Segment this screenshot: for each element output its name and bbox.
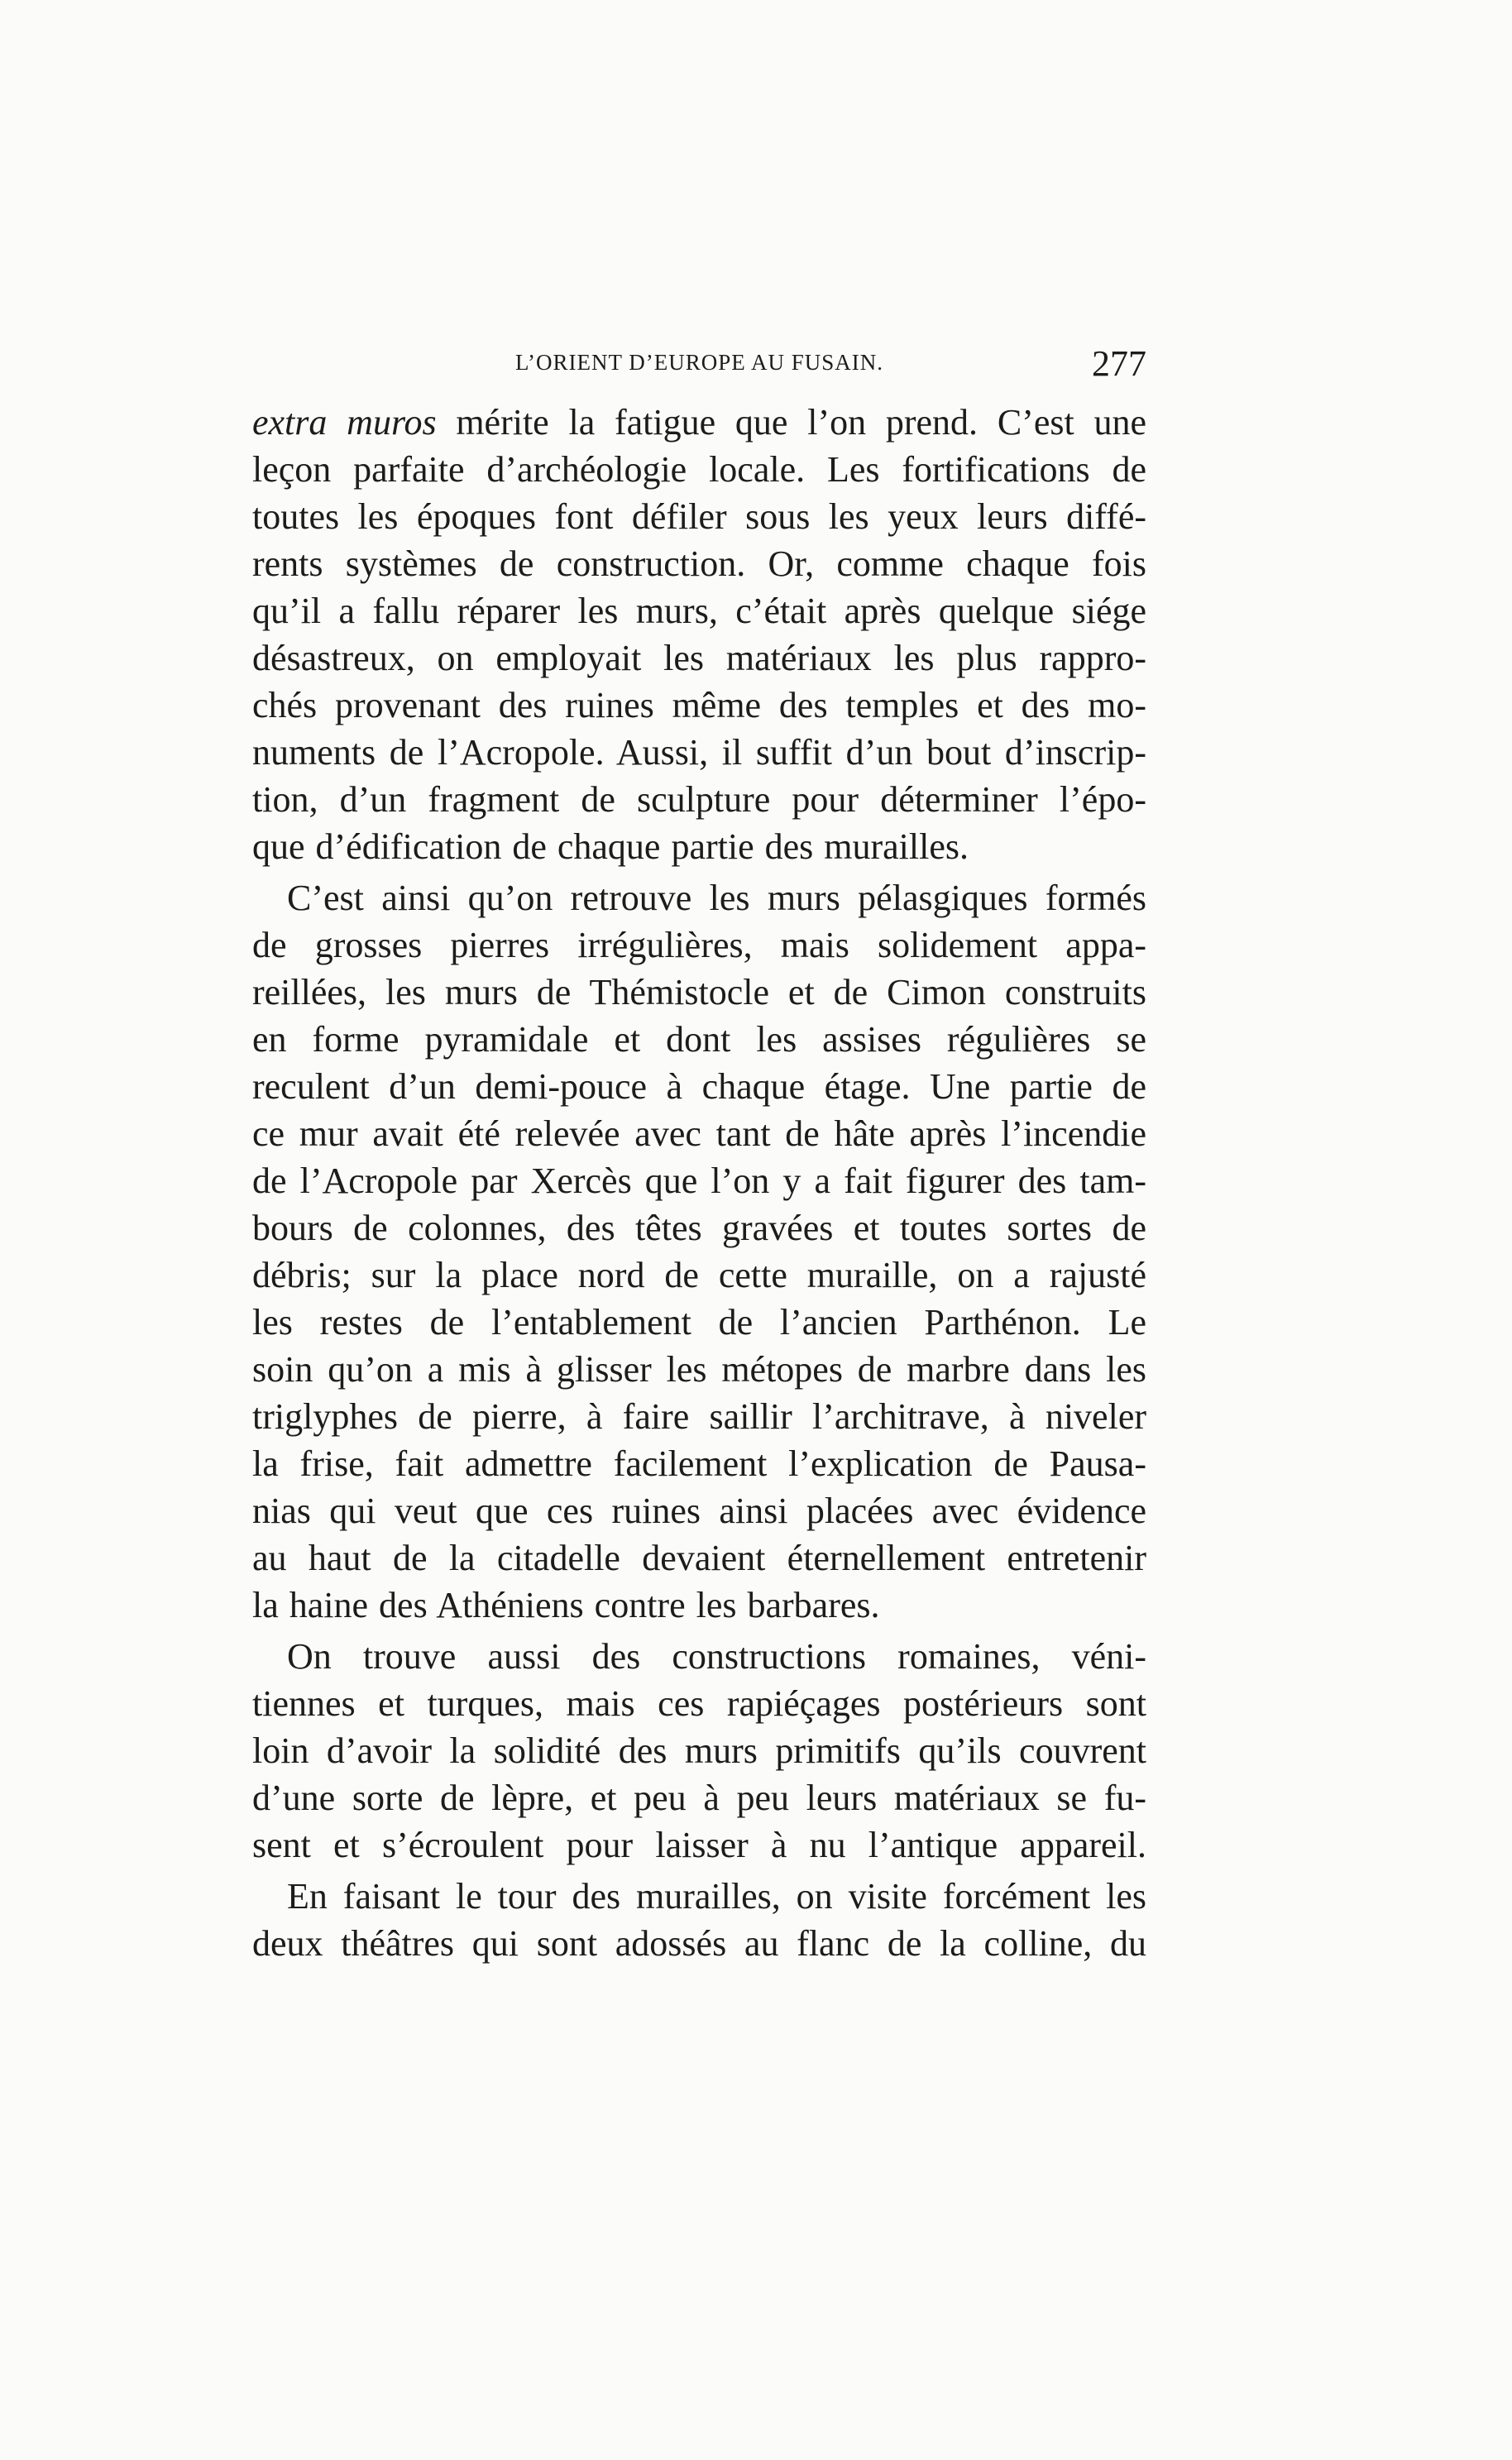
text-line-rest: mérite la fatigue que l’on prend. C’est une [436, 402, 1146, 443]
text-line: de l’Acropole par Xercès que l’on y a fait figurer des tam- [252, 1161, 1146, 1201]
text-line: rents systèmes de construction. Or, comme chaque fois [252, 543, 1146, 584]
text-line: les restes de l’entablement de l’ancien Parthénon. Le [252, 1302, 1146, 1342]
text-line: leçon parfaite d’archéologie locale. Les fortifications de [252, 449, 1146, 490]
paragraph [252, 1633, 1146, 1869]
running-header [252, 339, 1146, 385]
text-line: On trouve aussi des constructions romaines, véni- [287, 1636, 1146, 1677]
text-line: reillées, les murs de Thémistocle et de Cimon construits [252, 972, 1146, 1012]
text-line: C’est ainsi qu’on retrouve les murs pélasgiques formés [287, 878, 1146, 918]
text-line: tiennes et turques, mais ces rapiéçages postérieurs sont [252, 1683, 1146, 1724]
text-line: de grosses pierres irrégulières, mais solidement appa- [252, 925, 1146, 965]
running-title: L’ORIENT D’EUROPE AU FUSAIN. [514, 350, 884, 375]
text-line: loin d’avoir la solidité des murs primitifs qu’ils couvrent [252, 1730, 1146, 1771]
text-line: désastreux, on employait les matériaux les plus rappro- [252, 638, 1146, 678]
text-line: qu’il a fallu réparer les murs, c’était après quelque siége [252, 591, 1146, 631]
text-line: ce mur avait été relevée avec tant de hâte après l’incendie [252, 1113, 1146, 1154]
text-line [252, 399, 1146, 446]
text-line: tion, d’un fragment de sculpture pour déterminer l’épo- [252, 779, 1146, 820]
text-line: chés provenant des ruines même des temples et des mo- [252, 685, 1146, 725]
paragraph [252, 874, 1146, 1629]
text-line: numents de l’Acropole. Aussi, il suffit d’un bout d’inscrip- [252, 732, 1146, 773]
paragraph [252, 1873, 1146, 1967]
text-line: soin qu’on a mis à glisser les métopes de marbre dans les [252, 1349, 1146, 1390]
text-line: reculent d’un demi-pouce à chaque étage. Une partie de [252, 1066, 1146, 1107]
text-line: En faisant le tour des murailles, on visite forcément les [287, 1876, 1146, 1917]
text-line: nias qui veut que ces ruines ainsi placées avec évidence [252, 1491, 1146, 1531]
text-line: en forme pyramidale et dont les assises régulières se [252, 1019, 1146, 1060]
text-line: la frise, fait admettre facilement l’explication de Pausa- [252, 1443, 1146, 1484]
text-line: au haut de la citadelle devaient éternellement entretenir [252, 1538, 1146, 1578]
text-line: que d’édification de chaque partie des murailles. [252, 826, 969, 867]
text-line: deux théâtres qui sont adossés au flanc de la colline, du [252, 1923, 1146, 1964]
paragraph [252, 399, 1146, 870]
text-line: bours de colonnes, des têtes gravées et toutes sortes de [252, 1208, 1146, 1248]
text-line: sent et s’écroulent pour laisser à nu l’antique appareil. [252, 1825, 1146, 1865]
text-line: triglyphes de pierre, à faire saillir l’architrave, à niveler [252, 1396, 1146, 1437]
italic-phrase: extra muros [252, 402, 437, 443]
text-line: débris; sur la place nord de cette muraille, on a rajusté [252, 1255, 1146, 1295]
text-line: toutes les époques font défiler sous les yeux leurs diffé- [252, 496, 1146, 537]
page-number: 277 [1092, 343, 1146, 384]
text-line: d’une sorte de lèpre, et peu à peu leurs matériaux se fu- [252, 1778, 1146, 1818]
body-text [252, 399, 1146, 1967]
text-line: la haine des Athéniens contre les barbares. [252, 1585, 880, 1625]
